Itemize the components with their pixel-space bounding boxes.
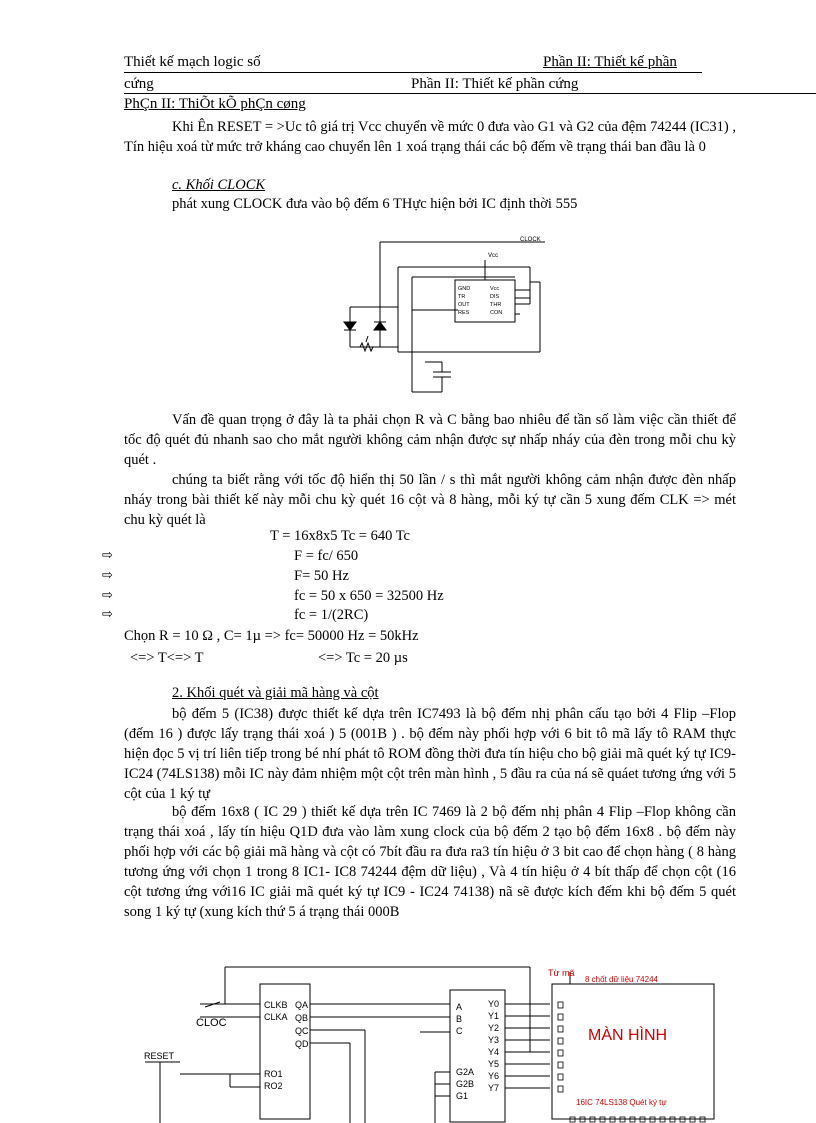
formula-choose: Chọn R = 10 Ω , C= 1µ => fc= 50000 Hz = 50kHz [124, 628, 419, 644]
reset-input-label: RESET [144, 1051, 175, 1061]
formula-f4: fc = 1/(2RC) [294, 607, 369, 623]
frequency-paragraph: Vấn đề quan trọng ở đây là ta phải chọn R và C bằng bao nhiêu để tần số làm việc cần thiết để tốc độ quét đủ nhanh sao cho mắt người không cảm nhận được sự nhấp nháy của đèn trong mỗi chu kỳ quét . [124, 412, 736, 468]
implies-icon: ⇨ [102, 588, 113, 603]
counter-pin-ro2: RO2 [264, 1081, 283, 1091]
decoder-pin-g1: G1 [456, 1091, 469, 1101]
formula-f2: F= 50 Hz [294, 568, 349, 584]
counter-pin-qd: QD [295, 1039, 309, 1049]
pin-con: CON [490, 310, 503, 316]
pin-res: RES [458, 310, 470, 316]
scan-decoder-circuit [130, 962, 730, 1123]
counter-pin-qb: QB [295, 1013, 309, 1023]
formula-f3: fc = 50 x 650 = 32500 Hz [294, 588, 444, 604]
decoder-pin-y4: Y4 [488, 1047, 500, 1057]
decoder-pin-g2a: G2A [456, 1067, 475, 1077]
decoder-pin-y2: Y2 [488, 1023, 500, 1033]
pin-thr: THR [490, 302, 502, 308]
counter-pin-ro1: RO1 [264, 1069, 283, 1079]
scan-rate-paragraph: chúng ta biết rằng với tốc độ hiển thị 50 lần / s thì mắt người không cảm nhận được đèn nhấp nháy trong bài thiết kế này mỗi chu kỳ quét 16 cột và 8 hàng, mỗi ký tự cần 5 xung đếm CLK => mét chu kỳ quét là [124, 472, 736, 528]
decoder-pin-a: A [456, 1002, 463, 1012]
pin-tr: TR [458, 294, 466, 300]
pin-vcc: Vcc [490, 286, 500, 292]
tu-ma-label: Từ mã [548, 968, 575, 978]
clock-heading: c. Khối CLOCK [172, 177, 266, 193]
section2-heading: 2. Khối quét và giải mã hàng và cột [172, 685, 379, 701]
section2-paragraph-2: bộ đếm 16x8 ( IC 29 ) thiết kế dựa trên IC 7469 là 2 bộ đếm nhị phân 4 Flip –Flop không cần trạng thái xoá , lấy tín hiệu Q1D đưa vào làm xung clock của bộ đếm 2 tạo bộ đếm 16x8 . bộ đếm này phối hợp với các bộ giải mã hàng và cột có 7bít đầu ra đưa ra3 tín hiệu ở 3 bit cao để chọn hàng ( 8 hàng tương ứng với chọn 1 trong 8 IC1- IC8 74244 đệm dữ liệu) , Và 4 tín hiệu ở 4 bít thấp để chọn cột (16 cột tương ứng với16 IC giải mã quét ký tự IC9 - IC24 74138) nã sẽ được kích đếm khi bộ đếm 5 quét song 1 ký tự (xung kích thứ 5 á trạng thái 000B [124, 804, 736, 920]
buffer-label: 8 chốt dữ liệu 74244 [585, 975, 658, 984]
timer-555-circuit [330, 232, 560, 402]
counter-pin-qc: QC [295, 1026, 309, 1036]
formula-f1: F = fc/ 650 [294, 548, 359, 564]
scan-label: 16IC 74LS138 Quét ký tự [576, 1098, 667, 1107]
decoder-pin-y7: Y7 [488, 1083, 500, 1093]
decoder-pin-y0: Y0 [488, 999, 500, 1009]
decoder-pin-y5: Y5 [488, 1059, 500, 1069]
implies-icon: ⇨ [102, 568, 113, 583]
header-line2-center: Phần II: Thiết kế phần cứng [411, 76, 579, 92]
header-left: Thiết kế mạch logic số [124, 54, 261, 70]
circuit-clock-label: CLOCK [520, 237, 541, 243]
pin-out: OUT [458, 302, 470, 308]
decoder-pin-g2b: G2B [456, 1079, 475, 1089]
decoder-pin-y6: Y6 [488, 1071, 500, 1081]
decoder-pin-y1: Y1 [488, 1011, 500, 1021]
pin-dis: DIS [490, 294, 500, 300]
decoder-pin-c: C [456, 1026, 463, 1036]
formula-equiv-left: <=> T<=> T [130, 650, 204, 666]
circuit-vcc-label: Vcc [488, 253, 499, 259]
header-rule-2 [124, 93, 816, 94]
implies-icon: ⇨ [102, 548, 113, 563]
formula-equiv-right: <=> Tc = 20 µs [318, 650, 408, 666]
screen-label: MÀN HÌNH [588, 1027, 668, 1044]
clock-description: phát xung CLOCK đưa vào bộ đếm 6 THực hiện bởi IC định thời 555 [172, 196, 578, 212]
counter-pin-clka: CLKA [264, 1012, 288, 1022]
section2-paragraph-1: bộ đếm 5 (IC38) được thiết kế dựa trên IC7493 là bộ đếm nhị phân cấu tạo bởi 4 Flip –Flop (đếm 16 ) được lấy trạng thái xoá ) 5 (001B ) . bộ đếm này phối hợp với 6 bit tô mã lấy tô RAM thực hiện đọc 5 vị trí liên tiếp trong bé nhí phát tô ROM đồng thời đưa tín hiệu cho bộ giải mã quét ký tự IC9- IC24 (74LS138) mỗi IC này đảm nhiệm một cột trên màn hình , 5 đầu ra của ná sẽ quáet tương ứng với 5 cột của 1 ký tự [124, 706, 736, 802]
counter-pin-qa: QA [295, 1000, 309, 1010]
reset-paragraph: Khi Ên RESET = >Uc tô giá trị Vcc chuyển về mức 0 đưa vào G1 và G2 của đệm 74244 (IC31) , Tín hiệu xoá từ mức trở kháng cao chuyển lên 1 xoá trạng thái các bộ đếm về trạng thái ban đầu là 0 [124, 119, 736, 155]
counter-pin-clkb: CLKB [264, 1000, 288, 1010]
header-rule-1 [124, 72, 702, 73]
garbled-title: PhÇn II: ThiÕt kÕ phÇn cøng [124, 96, 306, 112]
clock-input-label: CLOC [196, 1017, 227, 1029]
implies-icon: ⇨ [102, 607, 113, 622]
formula-t: T = 16x8x5 Tc = 640 Tc [270, 528, 410, 544]
header-line2-left: cứng [124, 76, 154, 92]
decoder-pin-y3: Y3 [488, 1035, 500, 1045]
header-right: Phần II: Thiết kế phần [543, 54, 677, 70]
pin-gnd: GND [458, 286, 471, 292]
decoder-pin-b: B [456, 1014, 463, 1024]
